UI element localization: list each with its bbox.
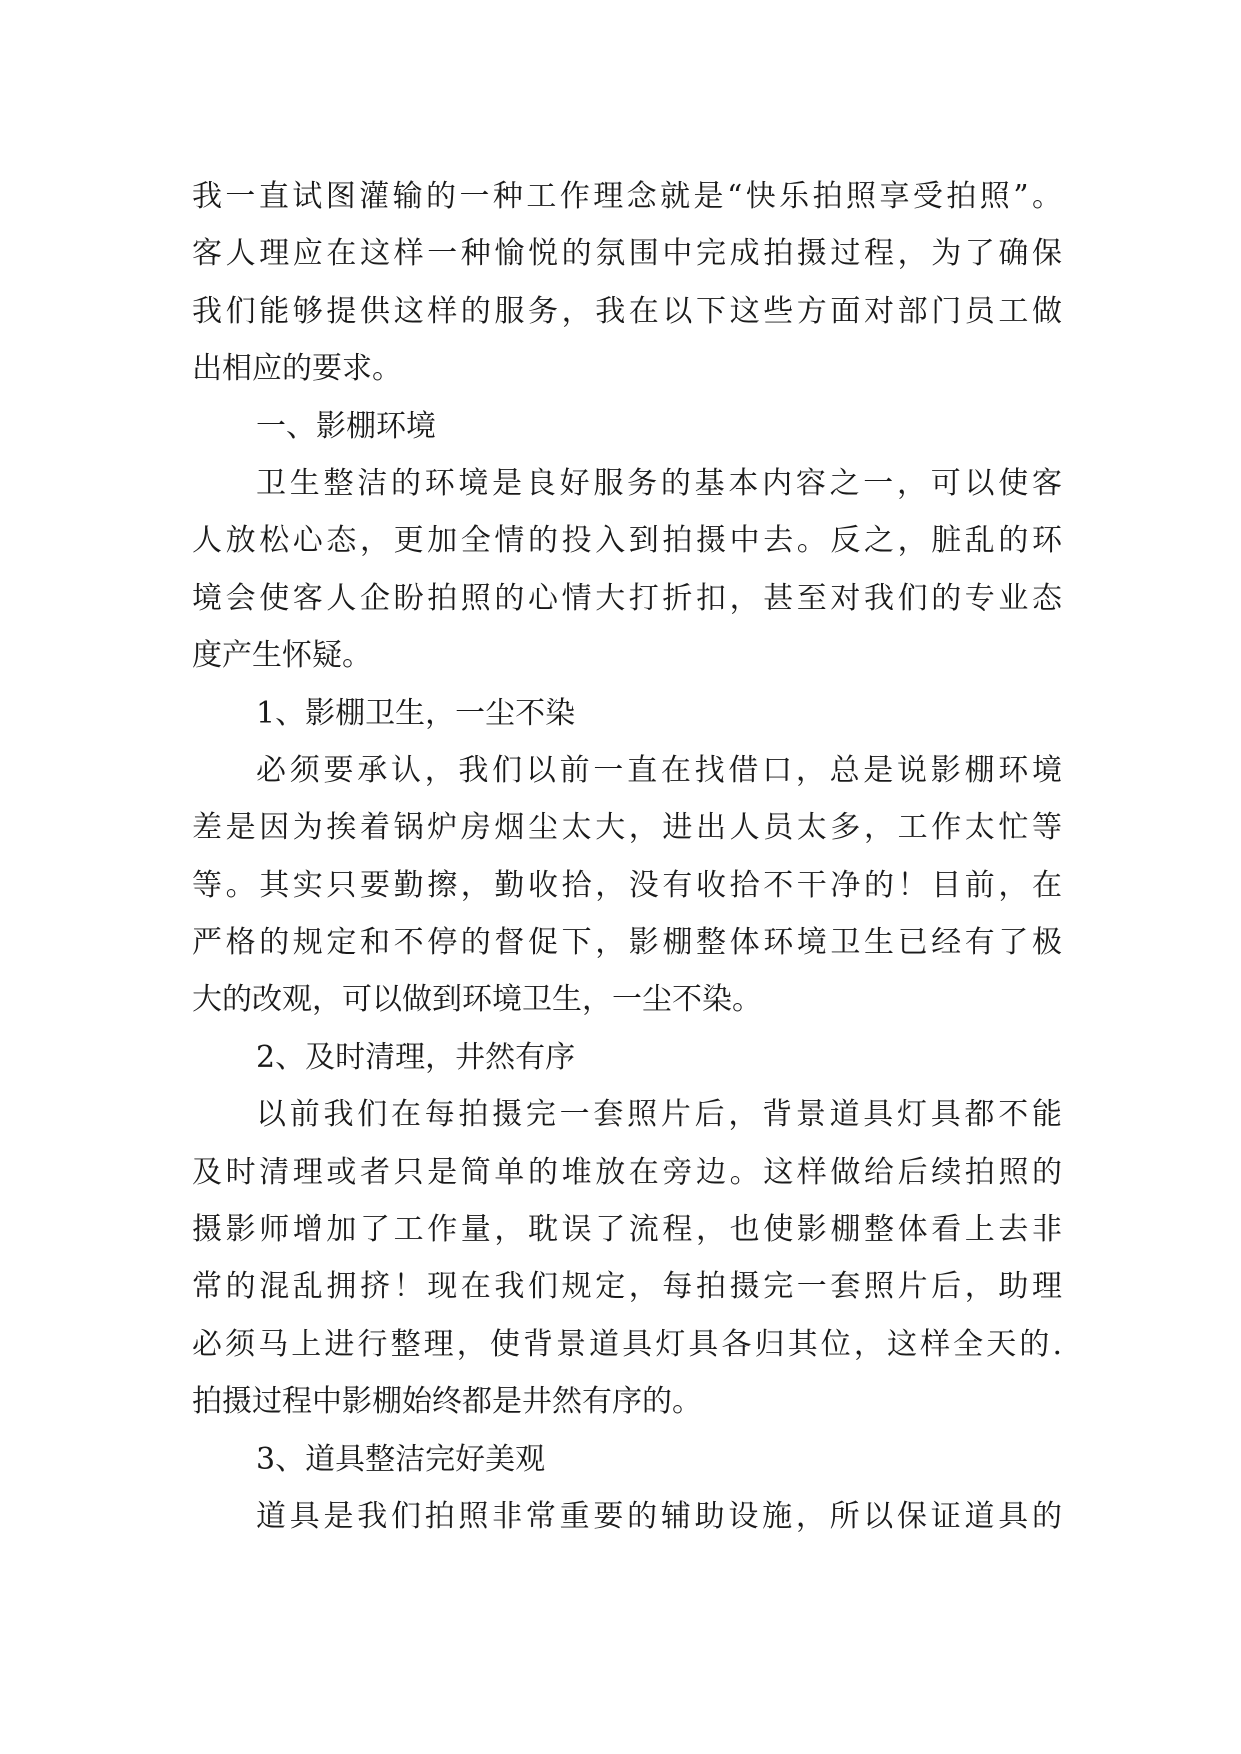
- paragraph-first-line: 1、影棚卫生，一尘不染: [256, 695, 576, 731]
- paragraph-first-line: 2、及时清理，井然有序: [256, 1039, 576, 1075]
- paragraph-line: 必须马上进行整理，使背景道具灯具各归其位，这样全天的.: [192, 1326, 1062, 1362]
- paragraph-line: 拍摄过程中影棚始终都是井然有序的。: [192, 1384, 702, 1420]
- paragraph-first-line: 道具是我们拍照非常重要的辅助设施，所以保证道具的: [256, 1498, 1062, 1534]
- paragraph-line: 境会使客人企盼拍照的心情大打折扣，甚至对我们的专业态: [192, 580, 1062, 616]
- paragraph-first-line: 卫生整洁的环境是良好服务的基本内容之一，可以使客: [256, 465, 1062, 501]
- paragraph-first-line: 一、影棚环境: [256, 408, 436, 444]
- document-body: [192, 168, 1062, 1545]
- paragraph-line: 客人理应在这样一种愉悦的氛围中完成拍摄过程，为了确保: [192, 236, 1062, 272]
- paragraph-line: 度产生怀疑。: [192, 638, 372, 674]
- paragraph-line: 我一直试图灌输的一种工作理念就是“快乐拍照享受拍照”。: [192, 179, 1062, 214]
- paragraph-first-line: 以前我们在每拍摄完一套照片后，背景道具灯具都不能: [256, 1097, 1062, 1133]
- paragraph-line: 人放松心态，更加全情的投入到拍摄中去。反之，脏乱的环: [192, 523, 1062, 559]
- paragraph-line: 及时清理或者只是简单的堆放在旁边。这样做给后续拍照的: [192, 1154, 1062, 1190]
- paragraph-line: 差是因为挨着锅炉房烟尘太大，进出人员太多，工作太忙等: [192, 810, 1062, 846]
- paragraph-line: 大的改观，可以做到环境卫生，一尘不染。: [192, 982, 762, 1018]
- paragraph-line: 我们能够提供这样的服务，我在以下这些方面对部门员工做: [192, 293, 1062, 329]
- paragraph-line: 常的混乱拥挤！现在我们规定，每拍摄完一套照片后，助理: [192, 1269, 1062, 1305]
- paragraph-line: 摄影师增加了工作量，耽误了流程，也使影棚整体看上去非: [192, 1212, 1062, 1248]
- paragraph-line: 出相应的要求。: [192, 351, 402, 387]
- paragraph-line: 等。其实只要勤擦，勤收拾，没有收拾不干净的！目前，在: [192, 867, 1062, 903]
- paragraph-first-line: 3、道具整洁完好美观: [256, 1441, 546, 1477]
- paragraph-first-line: 必须要承认，我们以前一直在找借口，总是说影棚环境: [256, 752, 1062, 788]
- paragraph-line: 严格的规定和不停的督促下，影棚整体环境卫生已经有了极: [192, 925, 1062, 961]
